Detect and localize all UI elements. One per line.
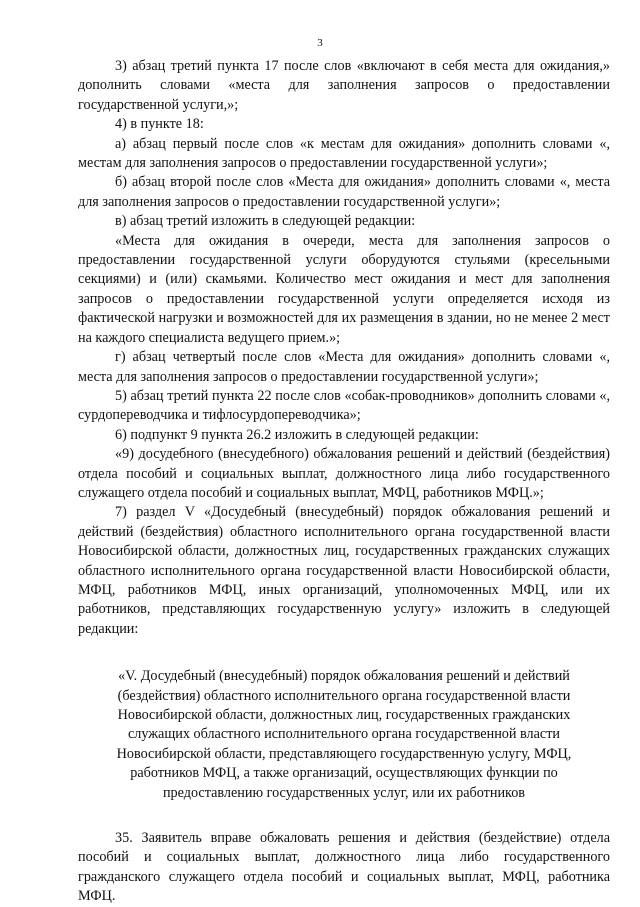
paragraph-subitem-g: г) абзац четвертый после слов «Места для ожидания» дополнить словами «, места для заполнения запросов о предоставлении государственной услуги»; <box>78 349 610 385</box>
paragraph-item-5: 5) абзац третий пункта 22 после слов «собак-проводников» дополнить словами «, сурдопереводчика и тифлосурдопереводчика»; <box>78 387 610 424</box>
paragraph-quoted-text: «Места для ожидания в очереди, места для заполнения запросов о предоставлении государственной услуги оборудуются стульями (кресельными секциями) и (или) скамьями. Количество мест ожидания и мест для заполнения запросов о предоставлении государственной услуги определяется исходя из фактической нагрузки и возможностей для их размещения в здании, но не менее 2 мест на каждого специалиста ведущего прием.»; <box>78 232 610 346</box>
document-body <box>78 57 610 907</box>
paragraph-subitem-b: б) абзац второй после слов «Места для ожидания» дополнить словами «, места для заполнения запросов о предоставлении государственной услуги»; <box>78 174 610 210</box>
paragraph-item-6: 6) подпункт 9 пункта 26.2 изложить в следующей редакции: <box>115 426 479 443</box>
paragraph-item-3: 3) абзац третий пункта 17 после слов «включают в себя места для ожидания,» дополнить словами «места для заполнения запросов о предоставлении государственной услуги,»; <box>78 58 610 113</box>
page-number: 3 <box>317 37 323 49</box>
paragraph-subitem-a: а) абзац первый после слов «к местам для ожидания» дополнить словами «, местам для заполнения запросов о предоставлении государственной услуги»; <box>78 135 610 172</box>
paragraph-item-7: 7) раздел V «Досудебный (внесудебный) порядок обжалования решений и действий (бездействия) областного исполнительного органа государственной власти Новосибирской области, должностных лиц, государственных гражданских служащих областного исполнительного органа государственной власти Новосибирской области, МФЦ, работников МФЦ, иных организаций, уполномоченных МФЦ, или их работников, представляющих государственную услугу» изложить в следующей редакции: <box>78 504 610 637</box>
paragraph-item-4: 4) в пункте 18: <box>115 116 204 133</box>
paragraph-item-35: 35. Заявитель вправе обжаловать решения и действия (бездействие) отдела пособий и социальных выплат, должностного лица либо государственного гражданского служащего отдела пособий и социальных выплат, МФЦ, работника МФЦ. <box>78 830 610 905</box>
section-heading: «V. Досудебный (внесудебный) порядок обжалования решений и действий (бездействия) областного исполнительного органа государственной власти Новосибирской области, должностных лиц, государственных гражданских служащих областного исполнительного органа государственной власти Новосибирской области, представляющего государственную услугу, МФЦ, работников МФЦ, а также организаций, осуществляющих функции по предоставлению государственных услуг, или их работников <box>116 668 572 801</box>
paragraph-subitem-v: в) абзац третий изложить в следующей редакции: <box>115 213 416 230</box>
paragraph-quoted-subpoint-9: «9) досудебного (внесудебного) обжалования решений и действий (бездействия) отдела пособий и социальных выплат, должностного лица либо государственного служащего отдела пособий и социальных выплат, МФЦ, работников МФЦ.»; <box>78 446 610 501</box>
